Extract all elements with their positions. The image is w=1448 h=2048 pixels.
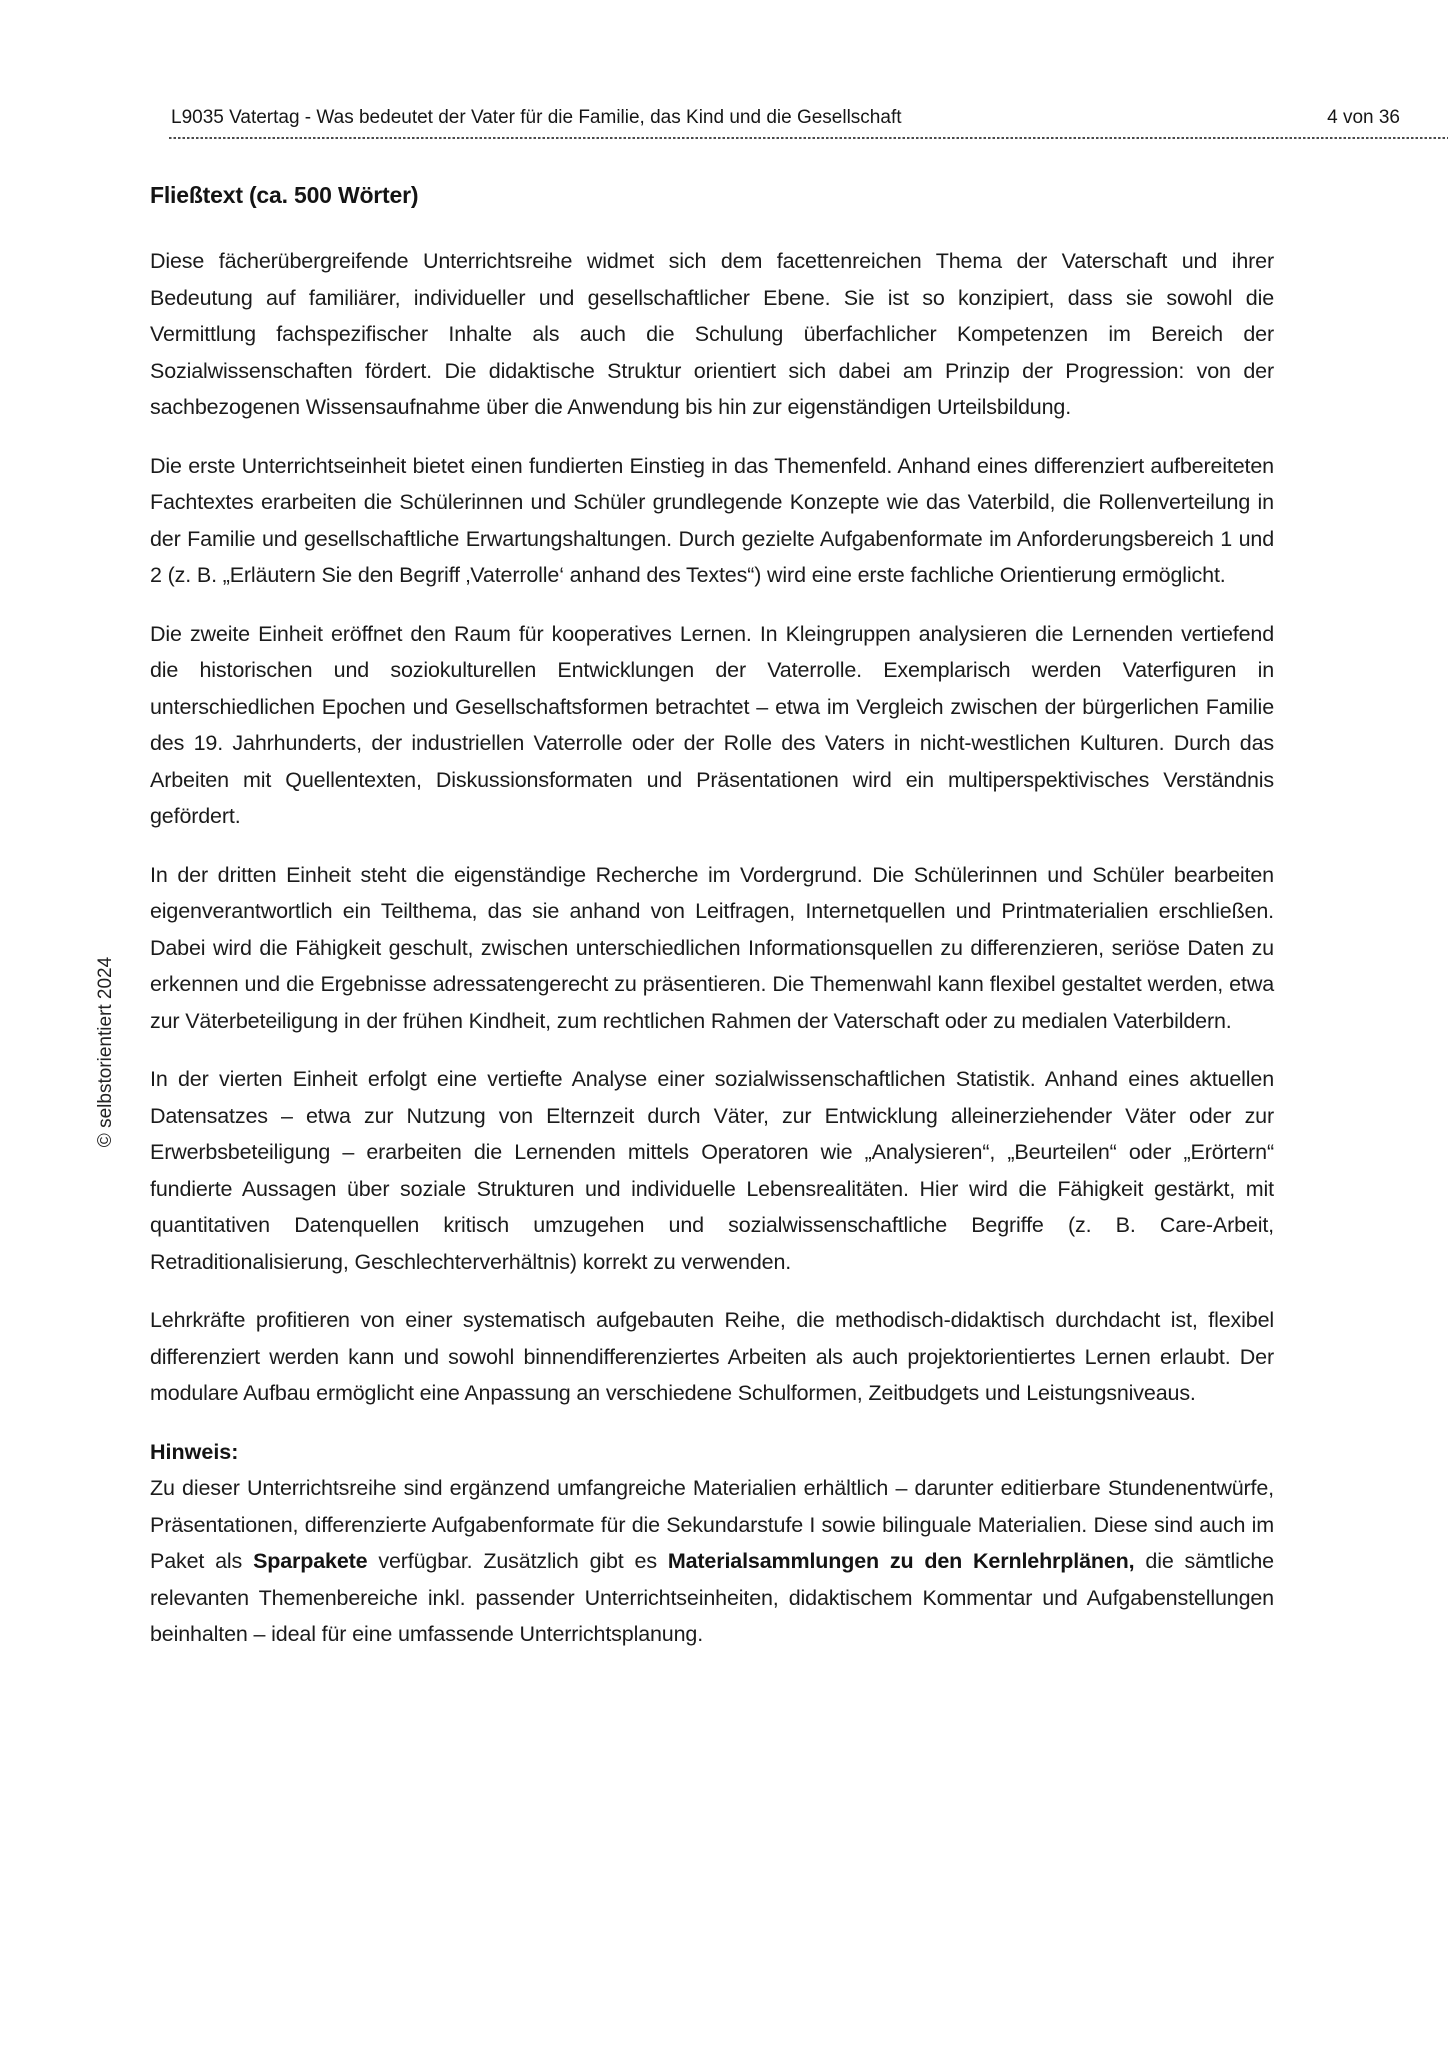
copyright-margin-text: © selbstorientiert 2024 — [95, 956, 116, 1148]
page-number-indicator: 4 von 36 — [1327, 107, 1400, 128]
paragraph-unit-3: In der dritten Einheit steht die eigenständige Recherche im Vordergrund. Die Schülerinnen und Schüler bearbeiten eigenverantwortlich ein Teilthema, das sie anhand von Leitfragen, Internetquellen und Printmaterialien erschließen. Dabei wird die Fähigkeit geschult, zwischen unterschiedlichen Informationsquellen zu differenzieren, seriöse Daten zu erkennen und die Ergebnisse adressatengerecht zu präsentieren. Die Themenwahl kann flexibel gestaltet werden, etwa zur Väterbeteiligung in der frühen Kindheit, zum rechtlichen Rahmen der Vaterschaft oder zu medialen Vaterbildern. — [150, 862, 1274, 1033]
hinweis-heading: Hinweis: — [150, 1439, 239, 1464]
document-body — [150, 182, 1274, 1653]
hinweis-paragraph: Zu dieser Unterrichtsreihe sind ergänzend umfangreiche Materialien erhältlich – darunter editierbare Stundenentwürfe, Präsentationen, differenzierte Aufgabenformate für die Sekundarstufe I sowie bilinguale Materialien. Diese sind auch im Paket als Sparpakete verfügbar. Zusätzlich gibt es Materialsammlungen zu den Kernlehrplänen, die sämtliche relevanten Themenbereiche inkl. passender Unterrichtseinheiten, didaktischem Kommentar und Aufgabenstellungen beinhalten – ideal für eine umfassende Unterrichtsplanung. — [150, 1476, 1274, 1646]
header-divider-line — [169, 137, 1448, 139]
paragraph-intro: Diese fächerübergreifende Unterrichtsreihe widmet sich dem facettenreichen Thema der Vaterschaft und ihrer Bedeutung auf familiärer, individueller und gesellschaftlicher Ebene. Sie ist so konzipiert, dass sie sowohl die Vermittlung fachspezifischer Inhalte als auch die Schulung überfachlicher Kompetenzen im Bereich der Sozialwissenschaften fördert. Die didaktische Struktur orientiert sich dabei am Prinzip der Progression: von der sachbezogenen Wissensaufnahme über die Anwendung bis hin zur eigenständigen Urteilsbildung. — [150, 249, 1274, 419]
header-title: L9035 Vatertag - Was bedeutet der Vater für die Familie, das Kind und die Gesellschaft — [171, 107, 902, 128]
paragraph-teachers: Lehrkräfte profitieren von einer systematisch aufgebauten Reihe, die methodisch-didaktisch durchdacht ist, flexibel differenziert werden kann und sowohl binnendifferenziertes Arbeiten als auch projektorientiertes Lernen erlaubt. Der modulare Aufbau ermöglicht eine Anpassung an verschiedene Schulformen, Zeitbudgets und Leistungsniveaus. — [150, 1308, 1274, 1405]
document-title: Fließtext (ca. 500 Wörter) — [150, 182, 419, 208]
paragraph-unit-4: In der vierten Einheit erfolgt eine vertiefte Analyse einer sozialwissenschaftlichen Statistik. Anhand eines aktuellen Datensatzes – etwa zur Nutzung von Elternzeit durch Väter, zur Entwicklung alleinerziehender Väter oder zur Erwerbsbeteiligung – erarbeiten die Lernenden mittels Operatoren wie „Analysieren“, „Beurteilen“ oder „Erörtern“ fundierte Aussagen über soziale Strukturen und individuelle Lebensrealitäten. Hier wird die Fähigkeit gestärkt, mit quantitativen Datenquellen kritisch umzugehen und sozialwissenschaftliche Begriffe (z. B. Care-Arbeit, Retraditionalisierung, Geschlechterverhältnis) korrekt zu verwenden. — [150, 1067, 1274, 1274]
paragraph-unit-1: Die erste Unterrichtseinheit bietet einen fundierten Einstieg in das Themenfeld. Anhand eines differenziert aufbereiteten Fachtextes erarbeiten die Schülerinnen und Schüler grundlegende Konzepte wie das Vaterbild, die Rollenverteilung in der Familie und gesellschaftliche Erwartungshaltungen. Durch gezielte Aufgabenformate im Anforderungsbereich 1 und 2 (z. B. „Erläutern Sie den Begriff ‚Vaterrolle‘ anhand des Textes“) wird eine erste fachliche Orientierung ermöglicht. — [150, 453, 1274, 587]
paragraph-unit-2: Die zweite Einheit eröffnet den Raum für kooperatives Lernen. In Kleingruppen analysieren die Lernenden vertiefend die historischen und soziokulturellen Entwicklungen der Vaterrolle. Exemplarisch werden Vaterfiguren in unterschiedlichen Epochen und Gesellschaftsformen betrachtet – etwa im Vergleich zwischen der bürgerlichen Familie des 19. Jahrhunderts, der industriellen Vaterrolle oder der Rolle des Vaters in nicht-westlichen Kulturen. Durch das Arbeiten mit Quellentexten, Diskussionsformaten und Präsentationen wird ein multiperspektivisches Verständnis gefördert. — [150, 621, 1274, 828]
